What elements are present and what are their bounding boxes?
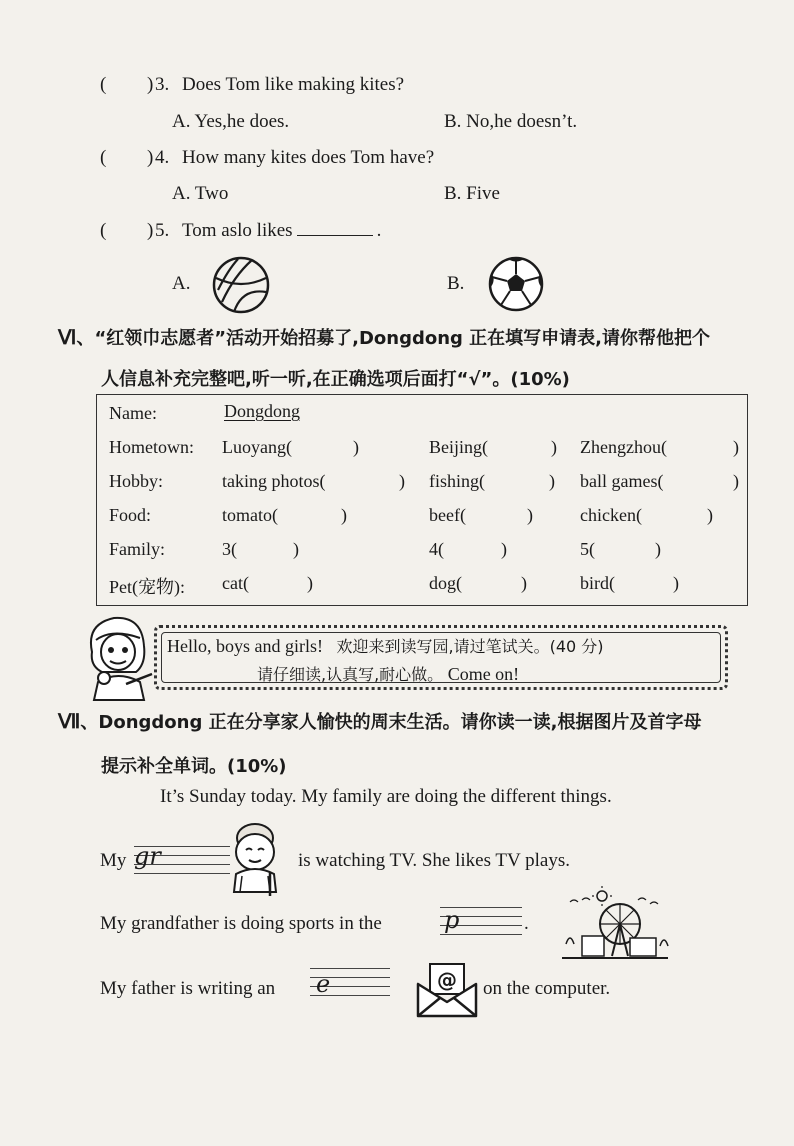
reading-writing-banner — [154, 625, 728, 690]
q4-option-a: A. Two — [172, 183, 229, 204]
form-row-5-c2r[interactable]: ) — [521, 573, 527, 593]
svg-text:@: @ — [437, 968, 457, 992]
email-envelope-icon — [416, 962, 478, 1018]
q3-question: Does Tom like making kites? — [182, 74, 405, 95]
form-row-5-label: Pet(宠物): — [109, 577, 185, 597]
form-row-4-c1: 3( — [222, 539, 237, 559]
sentence-2-hint: p — [444, 906, 460, 934]
q5-blank[interactable] — [297, 235, 373, 236]
q4-number: 4. — [155, 147, 170, 168]
form-row-4-c3r[interactable]: ) — [655, 539, 661, 559]
sentence-1-start: My — [100, 850, 127, 871]
sentence-3-start: My father is writing an — [100, 978, 276, 999]
form-row-3-c2: beef( — [429, 505, 466, 525]
section-7-line1: 、Dongdong 正在分享家人愉快的周末生活。请你读一读,根据图片及首字母 — [80, 712, 702, 733]
q5-option-b: B. — [447, 273, 465, 294]
banner-greeting: Hello, boys and girls! — [167, 636, 323, 656]
sentence-2-start: My grandfather is doing sports in the — [100, 913, 382, 934]
form-row-1-c3r[interactable]: ) — [733, 437, 739, 457]
form-row-3-c1: tomato( — [222, 505, 278, 525]
section-6-heading — [58, 324, 710, 350]
form-row-3-c3: chicken( — [580, 505, 642, 525]
q3-answer-paren-right: ) — [147, 74, 154, 95]
q4-answer-paren-right: ) — [147, 147, 154, 168]
q5-question-end: . — [376, 220, 382, 241]
section-6-line2: 人信息补充完整吧,听一听,在正确选项后面打“√”。(10%) — [101, 369, 570, 390]
application-form — [96, 394, 748, 606]
section-7-heading — [58, 708, 701, 734]
q5-question-text: Tom aslo likes — [182, 220, 293, 241]
q4-question: How many kites does Tom have? — [182, 147, 435, 168]
q4-option-b: B. Five — [444, 183, 500, 204]
form-row-5-c3r[interactable]: ) — [673, 573, 679, 593]
sentence-3-hint: e — [316, 970, 331, 998]
basketball-icon — [212, 256, 270, 314]
form-row-2-c2r[interactable]: ) — [549, 471, 555, 491]
form-row-3-label: Food: — [109, 505, 152, 525]
q3-answer-paren-left: ( — [100, 74, 107, 95]
park-ferris-wheel-icon — [560, 884, 670, 960]
form-name-value: Dongdong — [224, 401, 300, 421]
form-row-4-c2: 4( — [429, 539, 444, 559]
q3-option-a: A. Yes,he does. — [172, 111, 290, 132]
form-row-4-c3: 5( — [580, 539, 595, 559]
sentence-1-end: is watching TV. She likes TV plays. — [298, 850, 570, 871]
q5-number: 5. — [155, 220, 170, 241]
sentence-2-end: . — [524, 913, 529, 934]
form-row-2-c3: ball games( — [580, 471, 664, 491]
form-row-3-c1r[interactable]: ) — [341, 505, 347, 525]
form-row-1-c1r[interactable]: ) — [353, 437, 359, 457]
q5-answer-paren-right: ) — [147, 220, 154, 241]
q5-question — [182, 220, 381, 242]
form-row-1-label: Hometown: — [109, 437, 194, 457]
form-name-label: Name: — [109, 403, 157, 423]
banner-line-2 — [257, 662, 519, 685]
form-row-5-c3: bird( — [580, 573, 615, 593]
sentence-3-end: on the computer. — [483, 978, 611, 999]
sentence-1-hint: gr — [134, 842, 161, 870]
banner-line-1 — [167, 634, 604, 657]
teacher-girl-icon — [82, 612, 156, 700]
q4-answer-paren-left: ( — [100, 147, 107, 168]
form-row-4-c1r[interactable]: ) — [293, 539, 299, 559]
q5-answer-paren-left: ( — [100, 220, 107, 241]
form-row-2-c1: taking photos( — [222, 471, 326, 491]
form-row-3-c3r[interactable]: ) — [707, 505, 713, 525]
form-row-1-c3: Zhengzhou( — [580, 437, 667, 457]
form-row-3-c2r[interactable]: ) — [527, 505, 533, 525]
form-row-1-c2: Beijing( — [429, 437, 488, 457]
q3-number: 3. — [155, 74, 170, 95]
form-row-4-label: Family: — [109, 539, 166, 559]
form-row-5-c1r[interactable]: ) — [307, 573, 313, 593]
form-row-2-c3r[interactable]: ) — [733, 471, 739, 491]
banner-come-on: Come on! — [447, 664, 520, 684]
section-7-line2: 提示补全单词。(10%) — [101, 756, 287, 777]
form-row-2-c2: fishing( — [429, 471, 485, 491]
banner-welcome: 欢迎来到读写园,请过笔试关。(40 分) — [336, 637, 604, 656]
form-row-1-c2r[interactable]: ) — [551, 437, 557, 457]
passage-intro: It’s Sunday today. My family are doing the different things. — [160, 786, 612, 807]
banner-instructions: 请仔细读,认真写,耐心做。 — [257, 665, 444, 684]
q5-option-a: A. — [172, 273, 191, 294]
q3-option-b: B. No,he doesn’t. — [444, 111, 578, 132]
form-row-4-c2r[interactable]: ) — [501, 539, 507, 559]
form-row-5-c2: dog( — [429, 573, 462, 593]
section-6-line1: 、“红领巾志愿者”活动开始招募了,Dongdong 正在填写申请表,请你帮他把个 — [76, 328, 711, 349]
section-7-number: Ⅶ — [58, 711, 81, 733]
soccer-ball-icon — [488, 256, 544, 312]
form-row-2-label: Hobby: — [109, 471, 163, 491]
form-row-5-c1: cat( — [222, 573, 249, 593]
form-row-1-c1: Luoyang( — [222, 437, 292, 457]
grandmother-icon — [222, 820, 288, 896]
form-row-2-c1r[interactable]: ) — [399, 471, 405, 491]
section-6-number: Ⅵ — [58, 327, 77, 349]
